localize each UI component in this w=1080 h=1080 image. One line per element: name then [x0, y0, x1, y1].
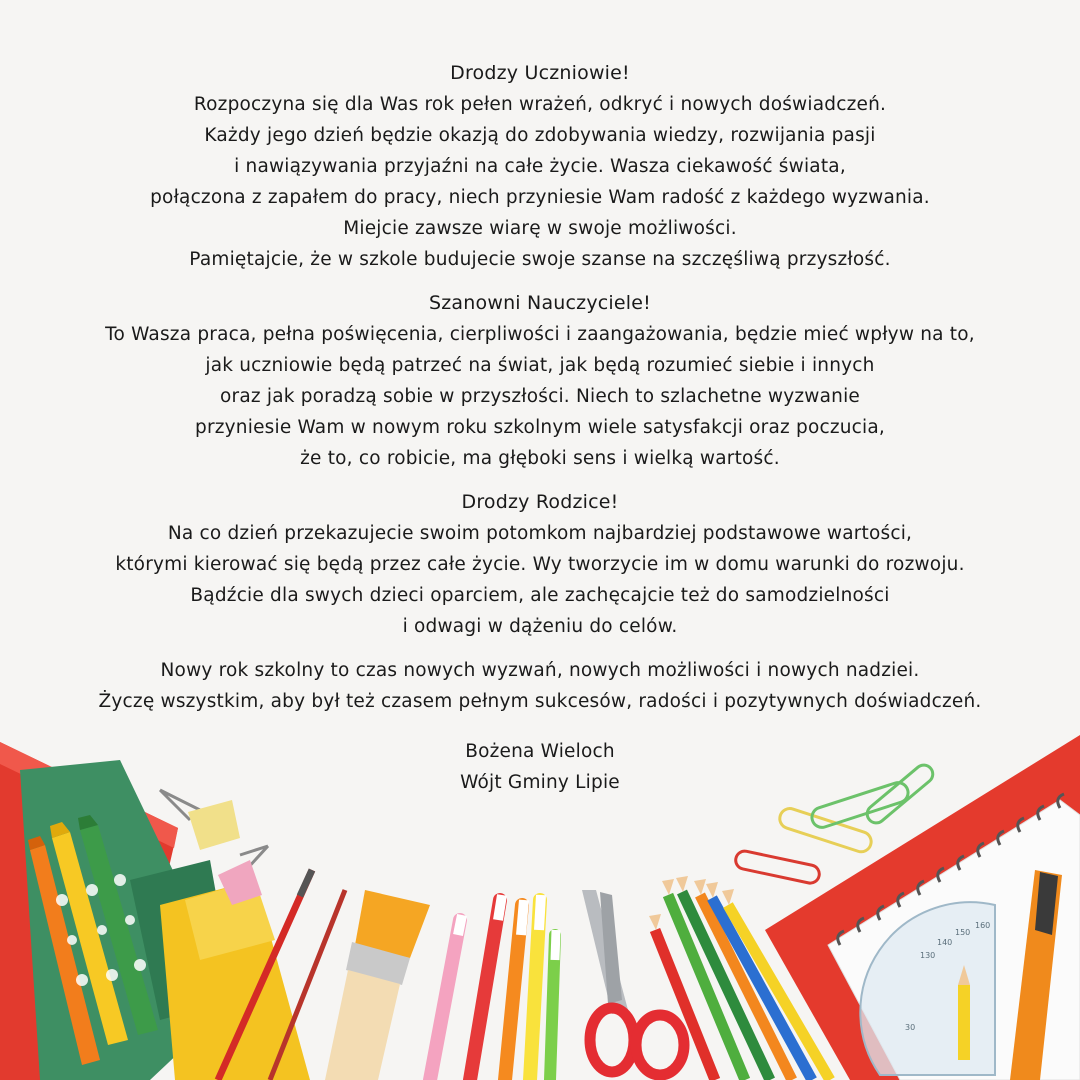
signature-name: Bożena Wieloch: [465, 741, 615, 762]
closing-section: [0, 655, 1080, 717]
students-heading: Drodzy Uczniowie!: [450, 62, 630, 84]
students-line: i nawiązywania przyjaźni na całe życie. Wasza ciekawość świata,: [234, 156, 846, 177]
students-line: Każdy jego dzień będzie okazją do zdobywania wiedzy, rozwijania pasji: [204, 125, 876, 146]
letter: [0, 58, 1080, 798]
parents-heading: Drodzy Rodzice!: [461, 491, 619, 513]
felt-pen-red-icon: [470, 895, 502, 1080]
teachers-line: przyniesie Wam w nowym roku szkolnym wiele satysfakcji oraz poczucia,: [195, 417, 885, 438]
teachers-line: To Wasza praca, pełna poświęcenia, cierpliwości i zaangażowania, będzie mieć wpływ na to,: [105, 324, 975, 345]
protractor-tick-label: 130: [920, 951, 936, 960]
pencil-yellow-small-icon: [958, 965, 970, 1060]
signature-title: Wójt Gminy Lipie: [460, 772, 620, 793]
felt-pen-yellow-icon: [530, 895, 541, 1080]
closing-line: Nowy rok szkolny to czas nowych wyzwań, nowych możliwości i nowych nadziei.: [160, 660, 920, 681]
protractor-tick-label: 30: [905, 1023, 916, 1032]
teachers-heading: Szanowni Nauczyciele!: [428, 292, 651, 314]
school-supplies-illustration: [0, 735, 1080, 1080]
students-line: połączona z zapałem do pracy, niech przyniesie Wam radość z każdego wyzwania.: [150, 187, 930, 208]
students-line: Pamiętajcie, że w szkole budujecie swoje szanse na szczęśliwą przyszłość.: [189, 249, 891, 270]
students-line: Rozpoczyna się dla Was rok pełen wrażeń, odkryć i nowych doświadczeń.: [193, 94, 887, 115]
parents-section: [0, 487, 1080, 642]
closing-line: Życzę wszystkim, aby był też czasem pełnym sukcesów, radości i pozytywnych doświadczeń.: [98, 691, 982, 712]
paper-clip-green-2-icon: [864, 761, 937, 826]
paper-clip-red-icon: [734, 849, 821, 884]
protractor-tick-label: 160: [975, 921, 991, 930]
protractor-tick-label: 150: [955, 928, 971, 937]
paper-clip-yellow-icon: [777, 806, 874, 854]
students-section: [0, 58, 1080, 275]
students-line: Miejcie zawsze wiarę w swoje możliwości.: [343, 218, 737, 239]
protractor-tick-label: 140: [937, 938, 953, 947]
scissors-icon: [582, 890, 684, 1075]
felt-pen-orange-icon: [505, 900, 524, 1080]
felt-pen-green-icon: [550, 930, 556, 1080]
teachers-line: że to, co robicie, ma głęboki sens i wielką wartość.: [300, 448, 780, 469]
felt-pen-pink-icon: [430, 915, 462, 1080]
teachers-line: oraz jak poradzą sobie w przyszłości. Niech to szlachetne wyzwanie: [220, 386, 860, 407]
paint-brush-wide-icon: [325, 890, 430, 1080]
parents-line: i odwagi w dążeniu do celów.: [402, 616, 678, 637]
teachers-line: jak uczniowie będą patrzeć na świat, jak będą rozumieć siebie i innych: [205, 355, 875, 376]
teachers-section: [0, 288, 1080, 474]
parents-line: Na co dzień przekazujecie swoim potomkom najbardziej podstawowe wartości,: [167, 523, 913, 544]
parents-line: Bądźcie dla swych dzieci oparciem, ale zachęcajcie też do samodzielności: [190, 585, 890, 606]
parents-line: którymi kierować się będą przez całe życie. Wy tworzycie im w domu warunki do rozwoju.: [115, 554, 965, 575]
